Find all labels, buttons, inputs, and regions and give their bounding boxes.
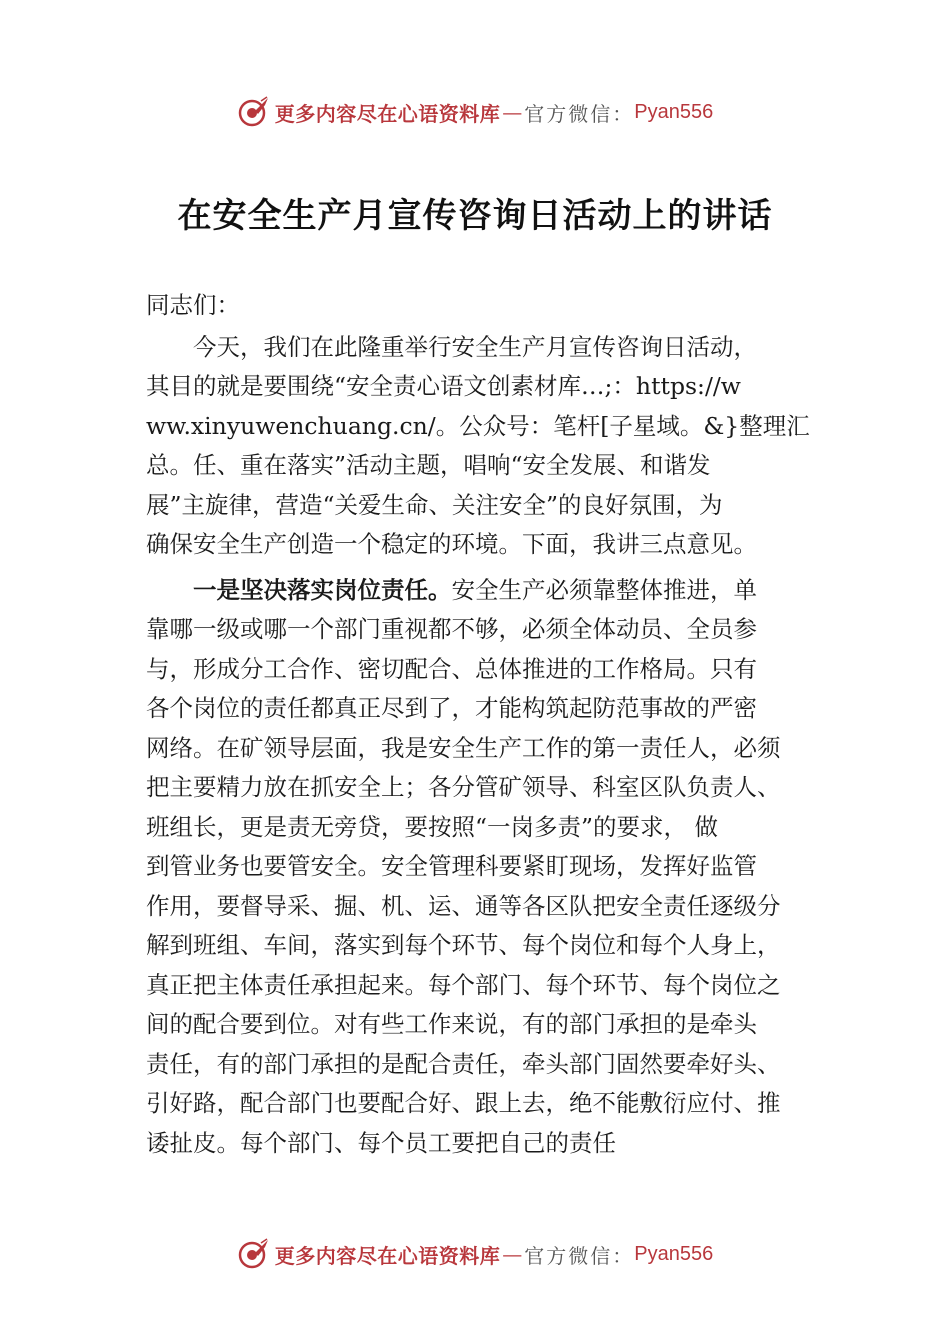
watermark-label: 官方微信：	[524, 1243, 635, 1268]
paragraph2-line: 引好路，配合部门也要配合好、跟上去，绝不能敷衍应付、推	[146, 1089, 781, 1117]
paragraph2-line: 靠哪一级或哪一个部门重视都不够，必须全体动员、全员参	[146, 615, 757, 643]
watermark-wechat-id: Pyan556	[634, 1242, 714, 1265]
salutation: 同志们：	[146, 291, 240, 319]
paragraph2-line: 诿扯皮。每个部门、每个员工要把自己的责任	[146, 1128, 616, 1157]
paragraph1-line: 今天，我们在此隆重举行安全生产月宣传咨询日活动，	[193, 332, 757, 361]
page-title: 在安全生产月宣传咨询日活动上的讲话	[177, 196, 773, 236]
paragraph1-line: 展”主旋律，营造“关爱生命、关注安全”的良好氛围，为	[146, 490, 723, 519]
paragraph2-first-line	[146, 571, 822, 611]
paragraph2-line: 间的配合要到位。对有些工作来说，有的部门承担的是牵头	[146, 1010, 757, 1038]
watermark-label: 官方微信：	[524, 101, 635, 126]
footer-watermark	[0, 1234, 950, 1274]
watermark-dash: —	[502, 100, 523, 124]
watermark-dash: —	[502, 1242, 523, 1266]
document-body	[146, 286, 822, 1163]
quill-logo-icon	[237, 1237, 271, 1271]
paragraph2-line: 与，形成分工合作、密切配合、总体推进的工作格局。只有	[146, 654, 757, 683]
paragraph2-line: 班组长，更是责无旁贷，要按照“一岗多责”的要求， 做	[146, 812, 718, 841]
paragraph1-line: 确保安全生产创造一个稳定的环境。下面，我讲三点意见。	[146, 530, 757, 558]
watermark-main-text: 更多内容尽在心语资料库	[274, 101, 501, 126]
paragraph2-line: 各个岗位的责任都真正尽到了，才能构筑起防范事故的严密	[146, 694, 757, 722]
paragraph1-line: 总。任、重在落实”活动主题，唱响“安全发展、和谐发	[146, 451, 711, 479]
paragraph2-line: 解到班组、车间，落实到每个环节、每个岗位和每个人身上，	[146, 931, 781, 959]
section-heading: 一是坚决落实岗位责任。	[193, 575, 452, 604]
paragraph2-line: 到管业务也要管安全。安全管理科要紧盯现场，发挥好监管	[146, 852, 757, 880]
paragraph2-line: 真正把主体责任承担起来。每个部门、每个环节、每个岗位之	[146, 970, 781, 999]
quill-logo-icon	[237, 95, 271, 129]
header-watermark	[0, 92, 950, 132]
paragraph2-line: 把主要精力放在抓安全上；各分管矿领导、科室区队负责人、	[146, 773, 781, 801]
watermark-main-text: 更多内容尽在心语资料库	[274, 1243, 501, 1268]
watermark-wechat-id: Pyan556	[634, 100, 714, 123]
paragraph2-line: 网络。在矿领导层面，我是安全生产工作的第一责任人，必须	[146, 733, 781, 762]
paragraph2-line: 责任，有的部门承担的是配合责任，牵头部门固然要牵好头、	[146, 1049, 781, 1078]
paragraph1-line: 其目的就是要围绕“安全责心语文创素材库…;：https://w	[146, 372, 741, 400]
paragraph2-line: 作用，要督导采、掘、机、运、通等各区队把安全责任逐级分	[146, 891, 781, 920]
paragraph2-first-line-text: 安全生产必须靠整体推进，单	[451, 575, 757, 604]
paragraph1-line: ww.xinyuwenchuang.cn/。公众号：笔杆[子星域。&}整理汇	[146, 411, 810, 440]
